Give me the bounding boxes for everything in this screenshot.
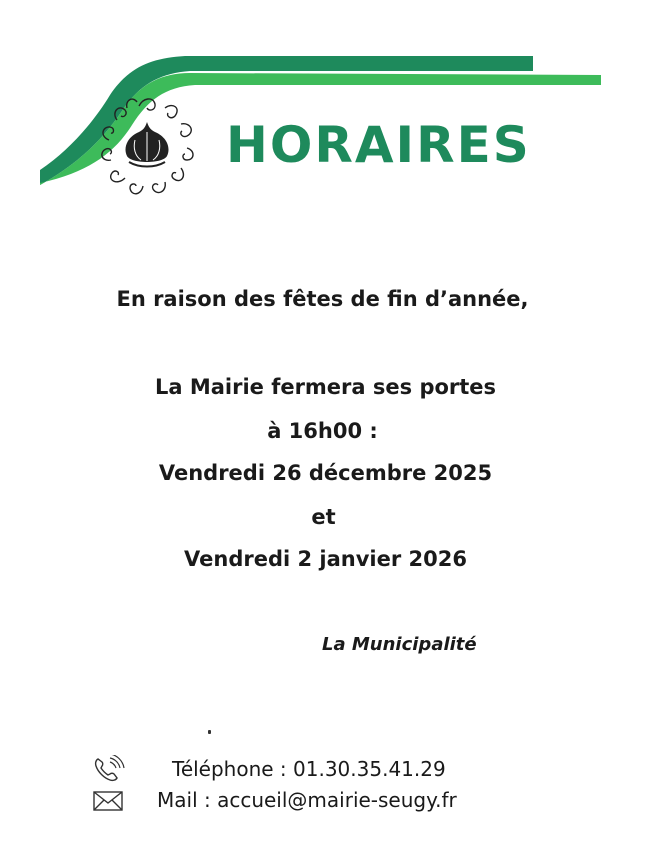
closing-text: La Mairie fermera ses portes [154, 375, 497, 399]
closing-time: à 16h00 : [267, 419, 378, 443]
intro-text: En raison des fêtes de fin d’année, [116, 287, 529, 311]
scan-speck [208, 730, 211, 734]
phone-icon [92, 755, 126, 785]
closing-date-2: Vendredi 2 janvier 2026 [184, 547, 467, 571]
closing-date-1: Vendredi 26 décembre 2025 [158, 461, 493, 485]
mail-text: Mail : accueil@mairie-seugy.fr [157, 788, 457, 812]
signature: La Municipalité [322, 634, 477, 655]
phone-contact-row [0, 755, 651, 785]
conjunction-text: et [311, 505, 336, 529]
phone-text: Téléphone : 01.30.35.41.29 [172, 757, 446, 781]
envelope-icon [92, 786, 126, 816]
page-title: HORAIRES [226, 116, 531, 174]
mail-contact-row [0, 786, 651, 816]
